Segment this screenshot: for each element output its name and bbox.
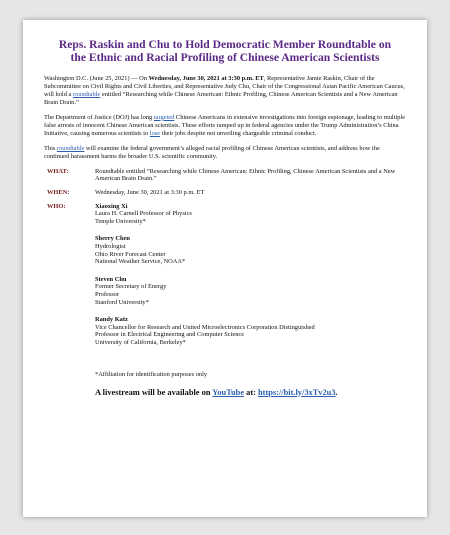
person-detail: Hydrologist (95, 242, 126, 250)
person-detail: University of California, Berkeley* (95, 338, 186, 346)
when-row (44, 189, 406, 197)
doj-text-c: their jobs despite not unveiling chargeable criminal conduct. (160, 129, 317, 137)
who-label: WHO: (47, 202, 66, 210)
doj-text-b: Chinese Americans in extensive investigations into foreign espionage, leading to multiple false arrests of innocent Chinese American scientists. These efforts ramped up in federal agencies under the Trump Administration’s China Initiative, causing numerous scientists to (44, 113, 406, 137)
livestream-url-link[interactable]: https://bit.ly/3xTv2u3 (258, 387, 336, 397)
person-detail: National Weather Service, NOAA* (95, 258, 186, 266)
when-value: Wednesday, June 30, 2021 at 3:30 p.m. ET (95, 189, 205, 196)
person-detail: Ohio River Forecast Center (95, 250, 166, 258)
person-name: Sherry Chen (95, 235, 130, 243)
person-detail: Former Secretary of Energy (95, 283, 167, 291)
livestream-mid: at: (244, 387, 259, 397)
when-label: WHEN: (47, 189, 70, 196)
what-row (44, 168, 406, 183)
roundtable-link-2[interactable]: roundtable (56, 144, 85, 152)
intro-mid: , Representative Jamie Raskin, Chair of the Subcommittee on Civil Rights and Civil Liberties, and Representative Judy Chu, Chair of the Congressional Asian Pacific American Caucus, will hold a (44, 74, 405, 98)
person-entry (95, 276, 406, 306)
intro-date: Wednesday, June 30, 2021 at 3:30 p.m. ET (148, 74, 264, 82)
person-name: Randy Katz (95, 316, 128, 324)
livestream-end: . (335, 387, 338, 397)
press-release-page (23, 20, 427, 517)
what-value: Roundtable entitled “Researching while Chinese American: Ethnic Profiling, Chinese American Scientists and a New American Brain Drain.” (95, 167, 396, 183)
who-list (95, 203, 406, 357)
who-row (44, 203, 406, 357)
targeted-link[interactable]: targeted (153, 113, 175, 121)
person-name: Steven Chu (95, 275, 127, 283)
livestream-line (44, 388, 406, 397)
person-detail: Temple University* (95, 217, 146, 225)
roundtable-paragraph (44, 145, 406, 161)
person-detail: Laura H. Carnell Professor of Physics (95, 210, 192, 218)
intro-prefix: Washington D.C. (June 25, 2021) — On (44, 74, 149, 82)
intro-suffix: entitled “Researching while Chinese American: Ethnic Profiling, Chinese American Scientists and a New American Brain Drain.” (44, 90, 398, 106)
youtube-link[interactable]: YouTube (212, 387, 245, 397)
lose-link[interactable]: lose (149, 129, 161, 137)
rt-text-a: This (44, 144, 57, 152)
intro-paragraph (44, 75, 406, 107)
roundtable-link[interactable]: roundtable (72, 90, 101, 98)
person-entry (95, 235, 406, 265)
person-name: Xiaoxing Xi (95, 202, 128, 210)
person-entry (95, 203, 406, 226)
person-detail: Stanford University* (95, 298, 149, 306)
rt-text-b: will examine the federal government’s alleged racial profiling of Chinese American scientists, and address how the continued harassment harms the broader U.S. scientific community. (44, 144, 380, 160)
doj-text-a: The Department of Justice (DOJ) has long (44, 113, 154, 121)
livestream-prefix: A livestream will be available on (95, 387, 213, 397)
person-detail: Professor (95, 290, 120, 298)
what-label: WHAT: (47, 167, 69, 175)
doj-paragraph (44, 114, 406, 138)
person-entry (95, 316, 406, 346)
affiliation-footnote: *Affiliation for identification purposes only (95, 370, 208, 378)
page-title: Reps. Raskin and Chu to Hold Democratic Member Roundtable on the Ethnic and Racial Profiling of Chinese American Scientists (58, 38, 392, 65)
person-detail: Professor in Electrical Engineering and Computer Science (95, 331, 245, 339)
person-detail: Vice Chancellor for Research and United Microelectronics Corporation Distinguished (95, 323, 315, 331)
event-details (44, 168, 406, 357)
